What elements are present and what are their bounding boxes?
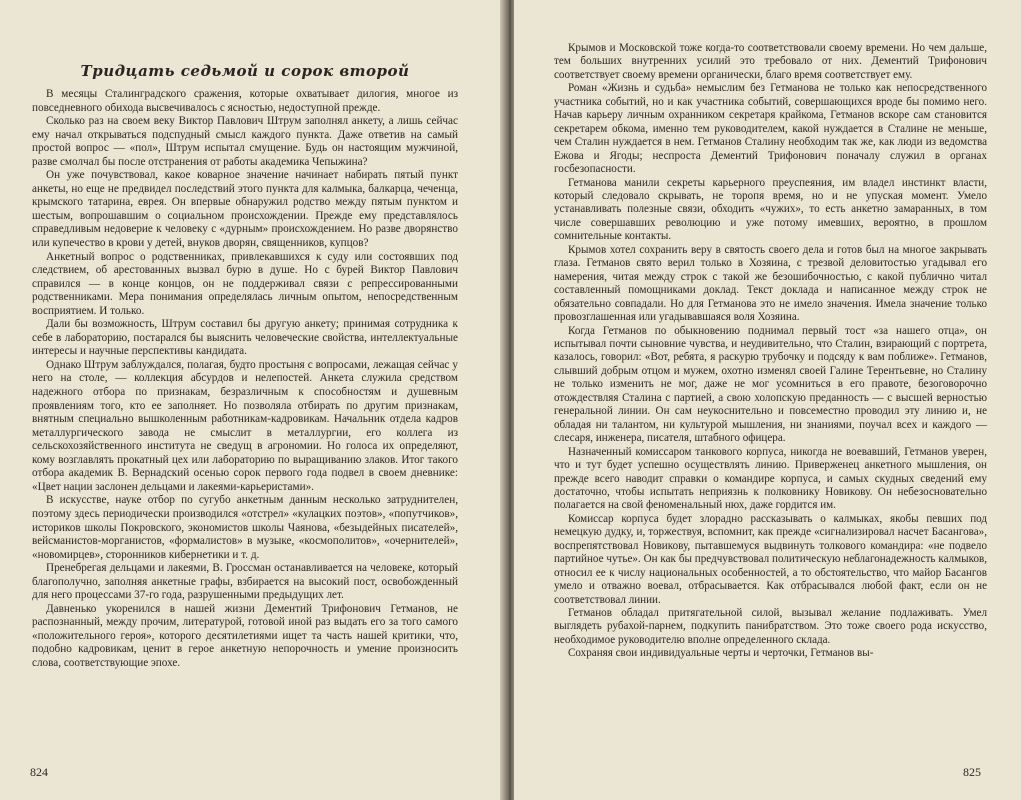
paragraph: В месяцы Сталинградского сражения, которые охватывает дилогия, многое из повседневного обихода высвечивалось с ясностью, недоступной прежде. — [32, 88, 458, 114]
paragraph: Сколько раз на своем веку Виктор Павлович Штрум заполнял анкету, а лишь сейчас ему начал открываться подспудный смысл каждого пункта. Даже ответив на самый простой вопрос — «пол», Штрум испытал смущение. Будь он настоящим мужчиной, разве смолчал бы после отстранения от работы академика Чепыжина? — [32, 115, 458, 168]
chapter-title: Тридцать седьмой и сорок второй — [80, 62, 410, 80]
paragraph: Когда Гетманов по обыкновению поднимал первый тост «за нашего отца», он испытывал почти сыновние чувства, и неудивительно, что Сталин, взирающий с портрета, казалось, говорил: «Вот, ребята, я раскурю трубочку и подсяду к вам поближе». Гетманов, слывший добрым отцом и мужем, охотно изменял своей Галине Терентьевне, но Сталину не только изменить не мог, даже не мог усомниться в его правоте, безоговорочно отождествляя Сталина с партией, а свою холопскую преданность — с высшей верностью генеральной линии. Он сам неукоснительно и повсеместно проводил эту линию и, не обладая ни талантом, ни культурой мышления, ни знаниями, поучал всех и каждого — слесаря, инженера, писателя, штабного офицера. — [554, 324, 987, 445]
paragraph: Крымов и Московской тоже когда-то соответствовали своему времени. Но чем дальше, тем больших внутренних усилий это требовало от них. Дементий Трифонович соответствует своему времени органически, благо время соответствует ему. — [554, 42, 987, 81]
paragraph: Дали бы возможность, Штрум составил бы другую анкету; принимая сотрудника к себе в лабораторию, постарался бы выяснить человеческие свойства, интеллектуальные интересы и научные перспективы кандидата. — [32, 318, 458, 358]
paragraph: Гетманова манили секреты карьерного преуспеяния, им владел инстинкт власти, который следовало скрывать, не торопя время, но и не упуская момент. Умело устанавливать полезные связи, обходить «чужих», то есть анкетно замаранных, в том числе совершавших революцию и уже потому имевших, вероятно, в прошлом сомнительные контакты. — [554, 176, 987, 243]
paragraph: Назначенный комиссаром танкового корпуса, никогда не воевавший, Гетманов уверен, что и тут будет успешно осуществлять линию. Приверженец анкетного мышления, он прежде всего наводит справки о командире корпуса, и самых скудных сведений ему достаточно, чтобы испытать неприязнь к полковнику Новикову. Он небезосновательно полагается на свой феноменальный нюх, даже гордится им. — [554, 445, 987, 512]
left-page — [0, 0, 506, 800]
paragraph: Он уже почувствовал, какое коварное значение начинает набирать пятый пункт анкеты, но еще не предвидел последствий этого пункта для калмыка, балкарца, чеченца, крымского татарина, еврея. Он впервые обнаружил родство между пятым пунктом и шестым, вопрошавшим о социальном происхождении. Прежде ему представлялось справедливым недоверие к человеку с «дурным» происхождением. Но разве дворянство или купечество в крови у детей, внуков дворян, священников, купцов? — [32, 169, 458, 250]
paragraph: Анкетный вопрос о родственниках, привлекавшихся к суду или состоявших под следствием, об арестованных вызвал бурю в душе. Но с бурей Виктор Павлович справился — в конце концов, он не поддерживал связи с репрессированными родственниками. Мера понимания определялась личным опытом, непосредственным восприятием. И только. — [32, 250, 458, 317]
page-number-right: 825 — [963, 765, 981, 779]
left-page-text — [32, 88, 458, 671]
paragraph: Сохраняя свои индивидуальные черты и черточки, Гетманов вы- — [568, 647, 874, 660]
right-page-text — [554, 42, 987, 661]
paragraph: В искусстве, науке отбор по сугубо анкетным данным несколько затруднителен, поэтому здесь периодически производился «отстрел» «кулацких поэтов», «попутчиков», историков школы Покровского, экономистов школы Чаянова, «безыдейных писателей», вейсманистов-морганистов, «формалистов» в музыке, «космополитов», «очернителей», «новомирцев», сторонников кибернетики и т. д. — [32, 494, 458, 561]
paragraph: Давненько укоренился в нашей жизни Дементий Трифонович Гетманов, не распознанный, между прочим, литературой, готовой иной раз выдать его за того самого «положительного героя», которого десятилетиями ищет та часть нашей критики, что, подобно кадровикам, ценит в герое анкетную непорочность и умение произносить слова, соответствующие эпохе. — [32, 602, 458, 669]
paragraph: Крымов хотел сохранить веру в святость своего дела и готов был на многое закрывать глаза. Гетманов свято верил только в Хозяина, с трезвой деловитостью угадывал его намерения, читая между строк с такой же безошибочностью, с какой публично читал составленный помощниками доклад. Текст доклада и написанное между строк не обязательно совпадали. Но для Гетманова это не имело значения. Имела значение только провозглашенная или угадывавшаяся воля Хозяина. — [554, 243, 987, 324]
right-page — [514, 0, 1021, 800]
paragraph: Однако Штрум заблуждался, полагая, будто простыня с вопросами, лежащая сейчас у него на столе, — коллекция абсурдов и нелепостей. Анкета служила средством надежного отбора по признакам, безразличным к способностям и душевным проявлениям того, кто ее заполняет. Но позволяла отбирать по другим признакам, внятным специально вышколенным работникам-кадровикам. Начальник отдела кадров металлургического завода не смыслит в металлургии, его коллега из сельскохозяйственного института не сведущ в агрономии. Но голоса их определяют, кому возглавлять прокатный цех или лабораторию по выращиванию злаков. Итог такого отбора академик В. Вернадский осенью сорок первого года подвел в своем дневнике: «Цвет нации заслонен дельцами и лакеями-карьеристами». — [32, 358, 458, 493]
paragraph: Роман «Жизнь и судьба» немыслим без Гетманова не только как непосредственного участника событий, но и как участника событий, совершающихся вроде бы помимо него. Начав карьеру личным охранником секретаря крайкома, Гетманов вскоре сам становится секретарем обкома, именно тем руководителем, какой нуждается в Сталине не меньше, чем Сталин нуждается в нем. Гетманов Сталину необходим так же, как люди из ведомства Ежова и Ягоды; неспроста Дементий Трифонович поначалу служил в органах госбезопасности. — [554, 82, 987, 176]
page-number-left: 824 — [30, 765, 48, 779]
paragraph: Комиссар корпуса будет злорадно рассказывать о калмыках, якобы певших под немецкую дудку, и, торжествуя, вспомнит, как прежде «сигнализировал насчет Басангова», воспрепятствовал Новикову, пытавшемуся выдвинуть толкового командира: «не подвело партийное чутье». Он как бы предчувствовал политическую неблагонадежность калмыков, относил ее к числу национальных особенностей, а то обстоятельство, что майор Басангов умело и отважно воевал, отбрасывается. Как отбрасывался любой факт, если он не соответствовал линии. — [554, 512, 987, 606]
paragraph: Гетманов обладал притягательной силой, вызывал желание подлаживать. Умел выглядеть рубахой-парнем, подкупить панибратством. Это тоже своего рода искусство, необходимое руководителю вполне определенного склада. — [554, 607, 987, 646]
paragraph: Пренебрегая дельцами и лакеями, В. Гроссман останавливается на человеке, который благополучно, заполняя анкетные графы, взбирается на высокий пост, освобожденный для него процессами 37-го года, разрушенными предыдущих лет. — [32, 562, 458, 602]
